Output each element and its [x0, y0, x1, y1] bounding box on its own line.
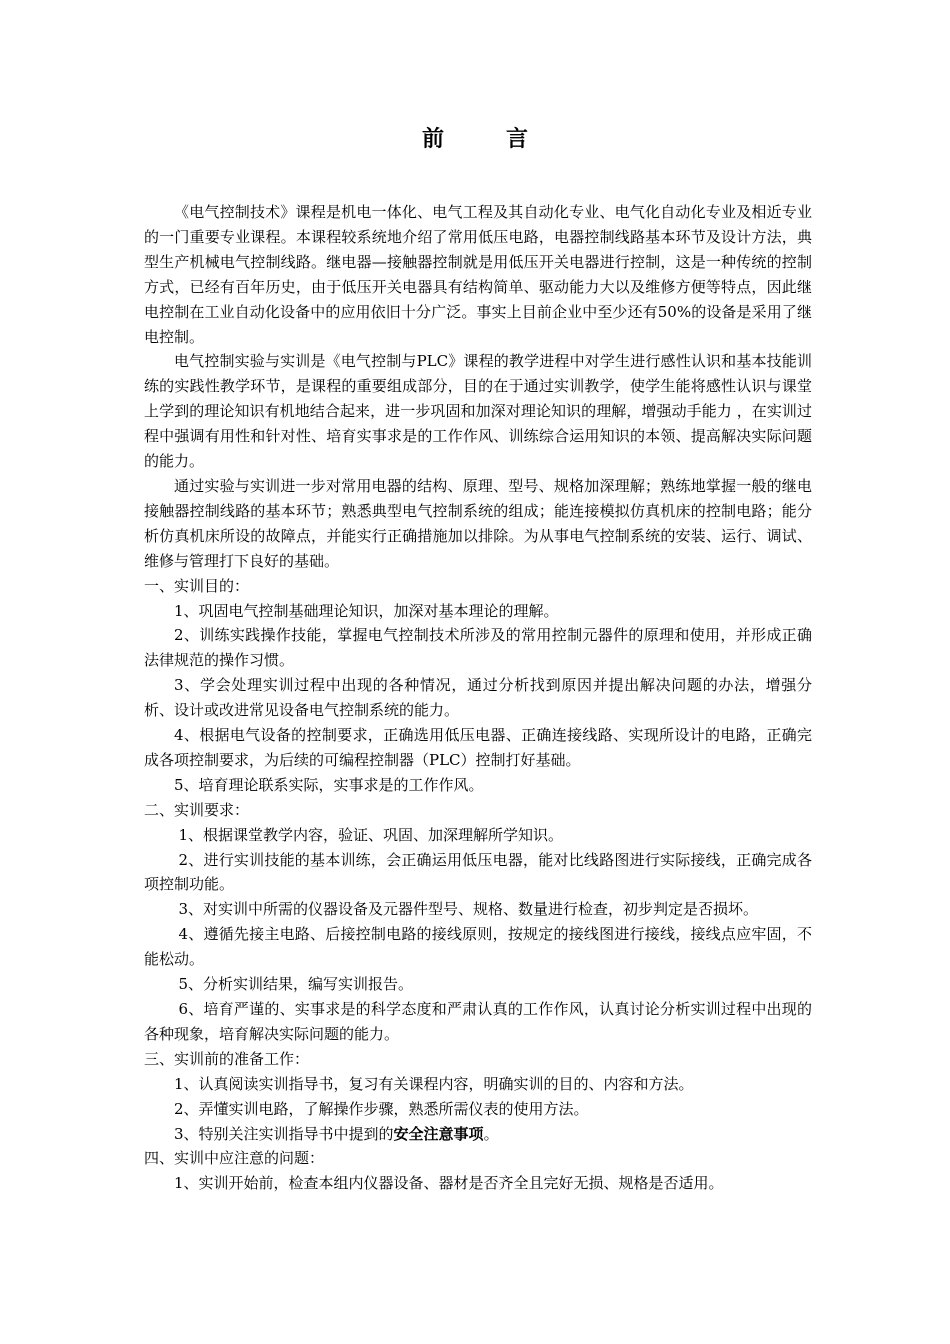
intro-paragraph-3: 通过实验与实训进一步对常用电器的结构、原理、型号、规格加深理解；熟练地掌握一般的继电接触器控制线路的基本环节；熟悉典型电气控制系统的组成；能连接模拟仿真机床的控制电路；能分析仿真机床所设的故障点，并能实行正确措施加以排除。为从事电气控制系统的安装、运行、调试、维修与管理打下良好的基础。 — [144, 476, 812, 570]
safety-notice-emphasis: 安全注意事项 — [393, 1124, 484, 1143]
section-heading-precautions: 四、实训中应注意的问题： — [144, 1149, 325, 1168]
requirement-item: 5、分析实训结果，编写实训报告。 — [178, 975, 414, 994]
intro-paragraph-2: 电气控制实验与实训是《电气控制与PLC》课程的教学进程中对学生进行感性认识和基本技能训练的实践性教学环节，是课程的重要组成部分，目的在于通过实训教学，使学生能将感性认识与课堂上学到的理论知识有机地结合起来，进一步巩固和加深对理论知识的理解，增强动手能力 ，在实训过程中强调有用性和针对性、培育实事求是的工作作风、训练综合运用知识的本领、提高解决实际问题的能力。 — [144, 352, 812, 471]
precaution-item: 1、实训开始前，检查本组内仪器设备、器材是否齐全且完好无损、规格是否适用。 — [174, 1174, 724, 1193]
section-heading-preparation: 三、实训前的准备工作： — [144, 1049, 310, 1068]
requirement-item: 1、根据课堂教学内容，验证、巩固、加深理解所学知识。 — [178, 825, 564, 844]
preparation-item: 1、认真阅读实训指导书，复习有关课程内容，明确实训的目的、内容和方法。 — [174, 1074, 694, 1093]
requirement-item: 6、培育严谨的、实事求是的科学态度和严肃认真的工作作风，认真讨论分析实训过程中出现的各种现象，培育解决实际问题的能力。 — [144, 1000, 812, 1043]
intro-paragraph-1: 《电气控制技术》课程是机电一体化、电气工程及其自动化专业、电气化自动化专业及相近专业的一门重要专业课程。本课程较系统地介绍了常用低压电路，电器控制线路基本环节及设计方法，典型生产机械电气控制线路。继电器—接触器控制就是用低压开关电器进行控制，这是一种传统的控制方式，已经有百年历史，由于低压开关电器具有结构简单、驱动能力大以及维修方便等特点，因此继电控制在工业自动化设备中的应用依旧十分广泛。事实上目前企业中至少还有50%的设备是采用了继电控制。 — [144, 203, 812, 346]
section-heading-objectives: 一、实训目的： — [144, 576, 250, 595]
page-title — [0, 122, 950, 153]
objective-item: 1、巩固电气控制基础理论知识，加深对基本理论的理解。 — [174, 601, 559, 620]
objective-item: 4、根据电气设备的控制要求，正确选用低压电器、正确连接线路、实现所设计的电路，正确完成各项控制要求，为后续的可编程控制器（PLC）控制打好基础。 — [144, 726, 812, 769]
objective-item: 2、训练实践操作技能，掌握电气控制技术所涉及的常用控制元器件的原理和使用，并形成正确法律规范的操作习惯。 — [144, 626, 812, 670]
document-body — [144, 200, 812, 1196]
title-char-1: 前 — [421, 126, 444, 152]
preparation-item-prefix: 3、特别关注实训指导书中提到的 — [174, 1124, 394, 1143]
requirement-item: 3、对实训中所需的仪器设备及元器件型号、规格、数量进行检查，初步判定是否损坏。 — [178, 900, 759, 919]
objective-item: 5、培育理论联系实际，实事求是的工作作风。 — [174, 775, 484, 794]
preparation-item-suffix: 。 — [483, 1124, 499, 1143]
requirement-item: 2、进行实训技能的基本训练，会正确运用低压电器，能对比线路图进行实际接线，正确完成各项控制功能。 — [144, 850, 812, 894]
objective-item: 3、学会处理实训过程中出现的各种情况，通过分析找到原因并提出解决问题的办法，增强分析、设计或改进常见设备电气控制系统的能力。 — [144, 676, 812, 720]
preparation-item: 2、弄懂实训电路，了解操作步骤，熟悉所需仪表的使用方法。 — [174, 1099, 589, 1118]
preparation-item-safety — [144, 1122, 812, 1147]
title-char-2: 言 — [506, 126, 529, 152]
section-heading-requirements: 二、实训要求： — [144, 800, 250, 819]
requirement-item: 4、遵循先接主电路、后接控制电路的接线原则，按规定的接线图进行接线，接线点应牢固，不能松动。 — [144, 925, 812, 969]
